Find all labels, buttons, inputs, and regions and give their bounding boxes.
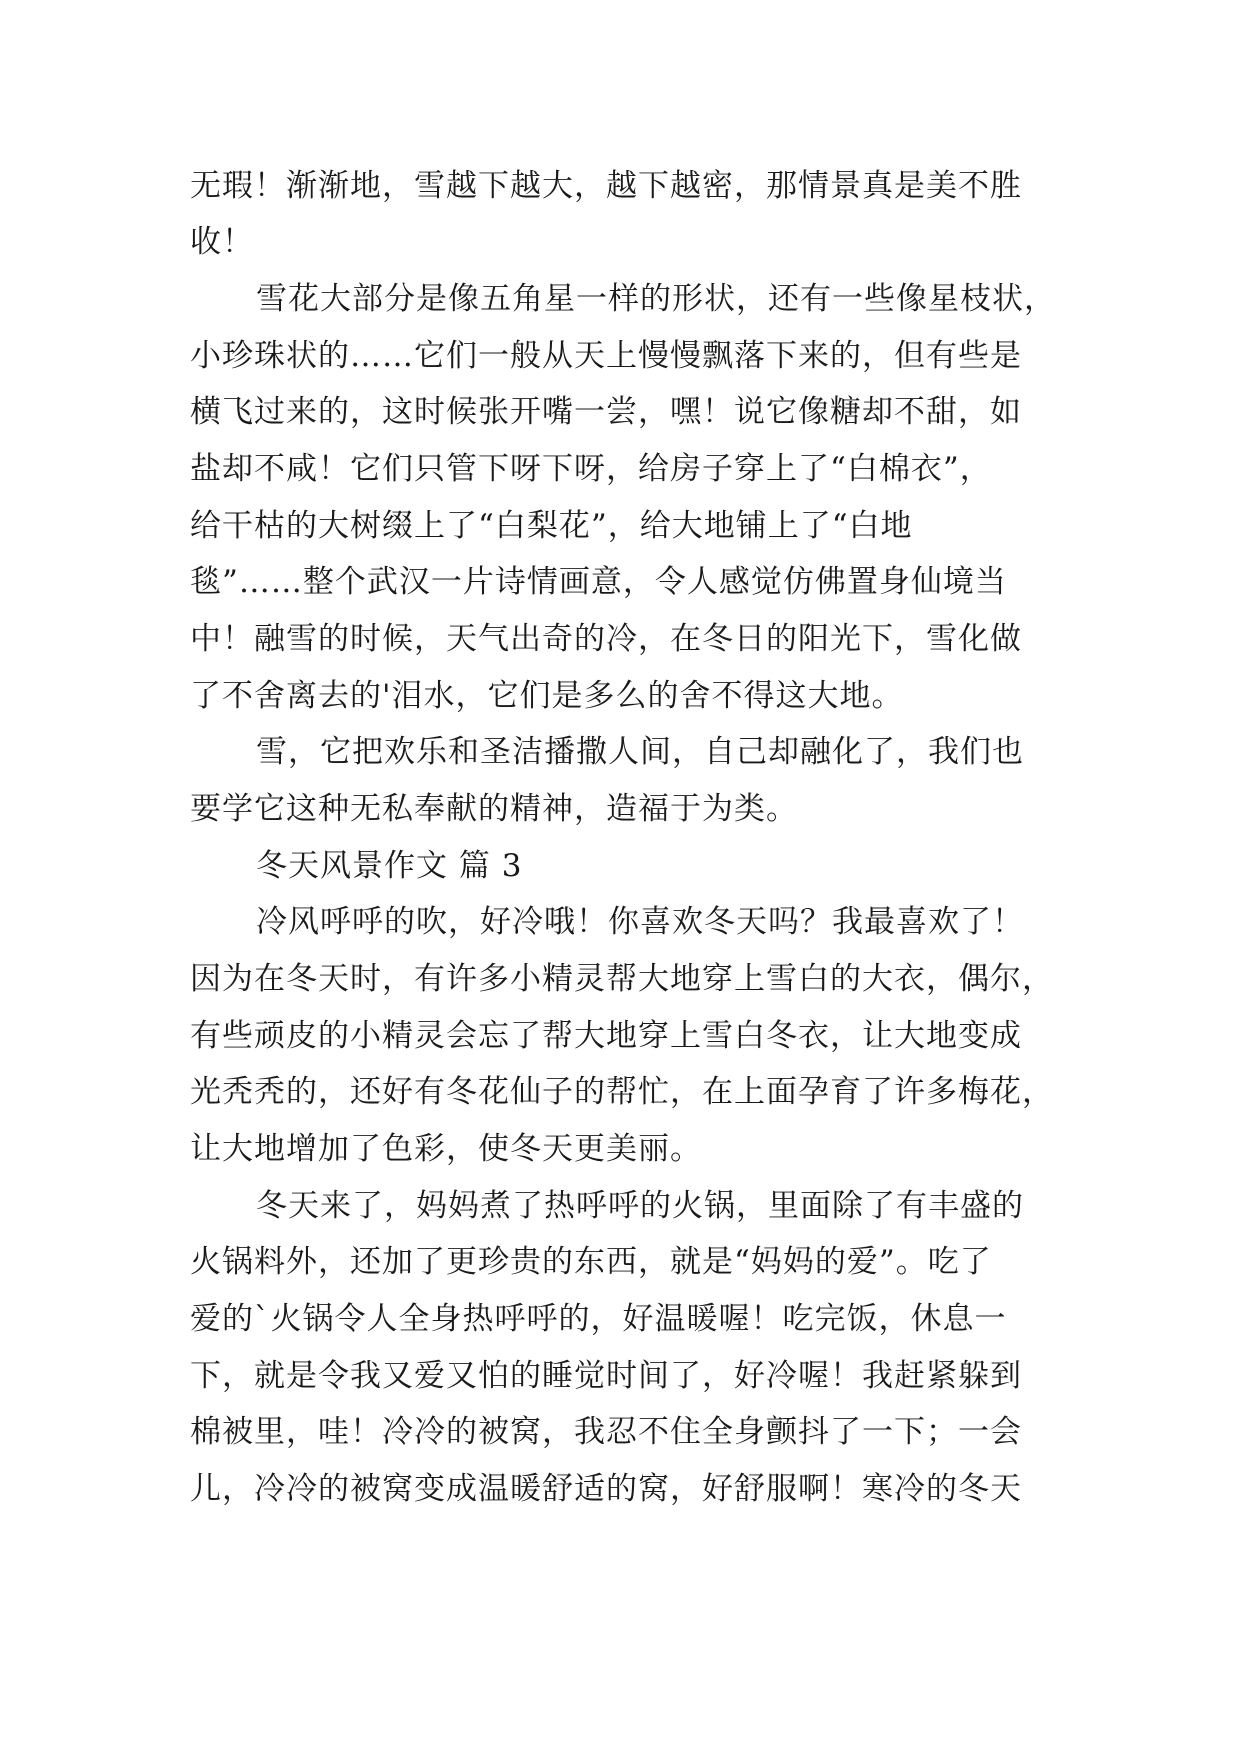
text-line: 有些顽皮的小精灵会忘了帮大地穿上雪白冬衣，让大地变成 <box>190 1018 1022 1054</box>
text-line: 无瑕！渐渐地，雪越下越大，越下越密，那情景真是美不胜 <box>190 168 1022 204</box>
text-line: 小珍珠状的……它们一般从天上慢慢飘落下来的，但有些是 <box>190 338 1022 374</box>
paragraph-start-line: 冬天来了，妈妈煮了热呼呼的火锅，里面除了有丰盛的 <box>256 1188 1024 1224</box>
text-line: 盐却不咸！它们只管下呀下呀，给房子穿上了“白棉衣”， <box>190 451 992 487</box>
text-line: 给干枯的大树缀上了“白梨花”，给大地铺上了“白地 <box>190 508 913 544</box>
text-line: 儿，冷冷的被窝变成温暖舒适的窝，好舒服啊！寒冷的冬天 <box>190 1471 1022 1507</box>
text-line: 要学它这种无私奉献的精神，造福于为类。 <box>190 791 798 827</box>
section-heading: 冬天风景作文 篇 3 <box>256 848 523 884</box>
text-line: 横飞过来的，这时候张开嘴一尝，嘿！说它像糖却不甜，如 <box>190 394 1022 430</box>
text-line: 收！ <box>190 224 254 260</box>
paragraph-start-line: 雪，它把欢乐和圣洁播撒人间，自己却融化了，我们也 <box>256 734 1024 770</box>
text-line: 光秃秃的，还好有冬花仙子的帮忙，在上面孕育了许多梅花， <box>190 1074 1054 1110</box>
text-line: 中！融雪的时候，天气出奇的冷，在冬日的阳光下，雪化做 <box>190 621 1022 657</box>
text-line: 爱的`火锅令人全身热呼呼的，好温暖喔！吃完饭，休息一 <box>190 1301 1007 1337</box>
text-line: 让大地增加了色彩，使冬天更美丽。 <box>190 1131 702 1167</box>
text-line: 下，就是令我又爱又怕的睡觉时间了，好冷喔！我赶紧躲到 <box>190 1358 1022 1394</box>
text-line: 因为在冬天时，有许多小精灵帮大地穿上雪白的大衣，偶尔， <box>190 961 1054 997</box>
text-line: 棉被里，哇！冷冷的被窝，我忍不住全身颤抖了一下；一会 <box>190 1414 1022 1450</box>
text-line: 毯”……整个武汉一片诗情画意，令人感觉仿佛置身仙境当 <box>190 564 1007 600</box>
paragraph-start-line: 冷风呼呼的吹，好冷哦！你喜欢冬天吗？我最喜欢了！ <box>256 904 1024 940</box>
text-line: 火锅料外，还加了更珍贵的东西，就是“妈妈的爱”。吃了 <box>190 1244 992 1280</box>
text-line: 了不舍离去的'泪水，它们是多么的舍不得这大地。 <box>190 678 904 714</box>
paragraph-start-line: 雪花大部分是像五角星一样的形状，还有一些像星枝状， <box>256 281 1056 317</box>
